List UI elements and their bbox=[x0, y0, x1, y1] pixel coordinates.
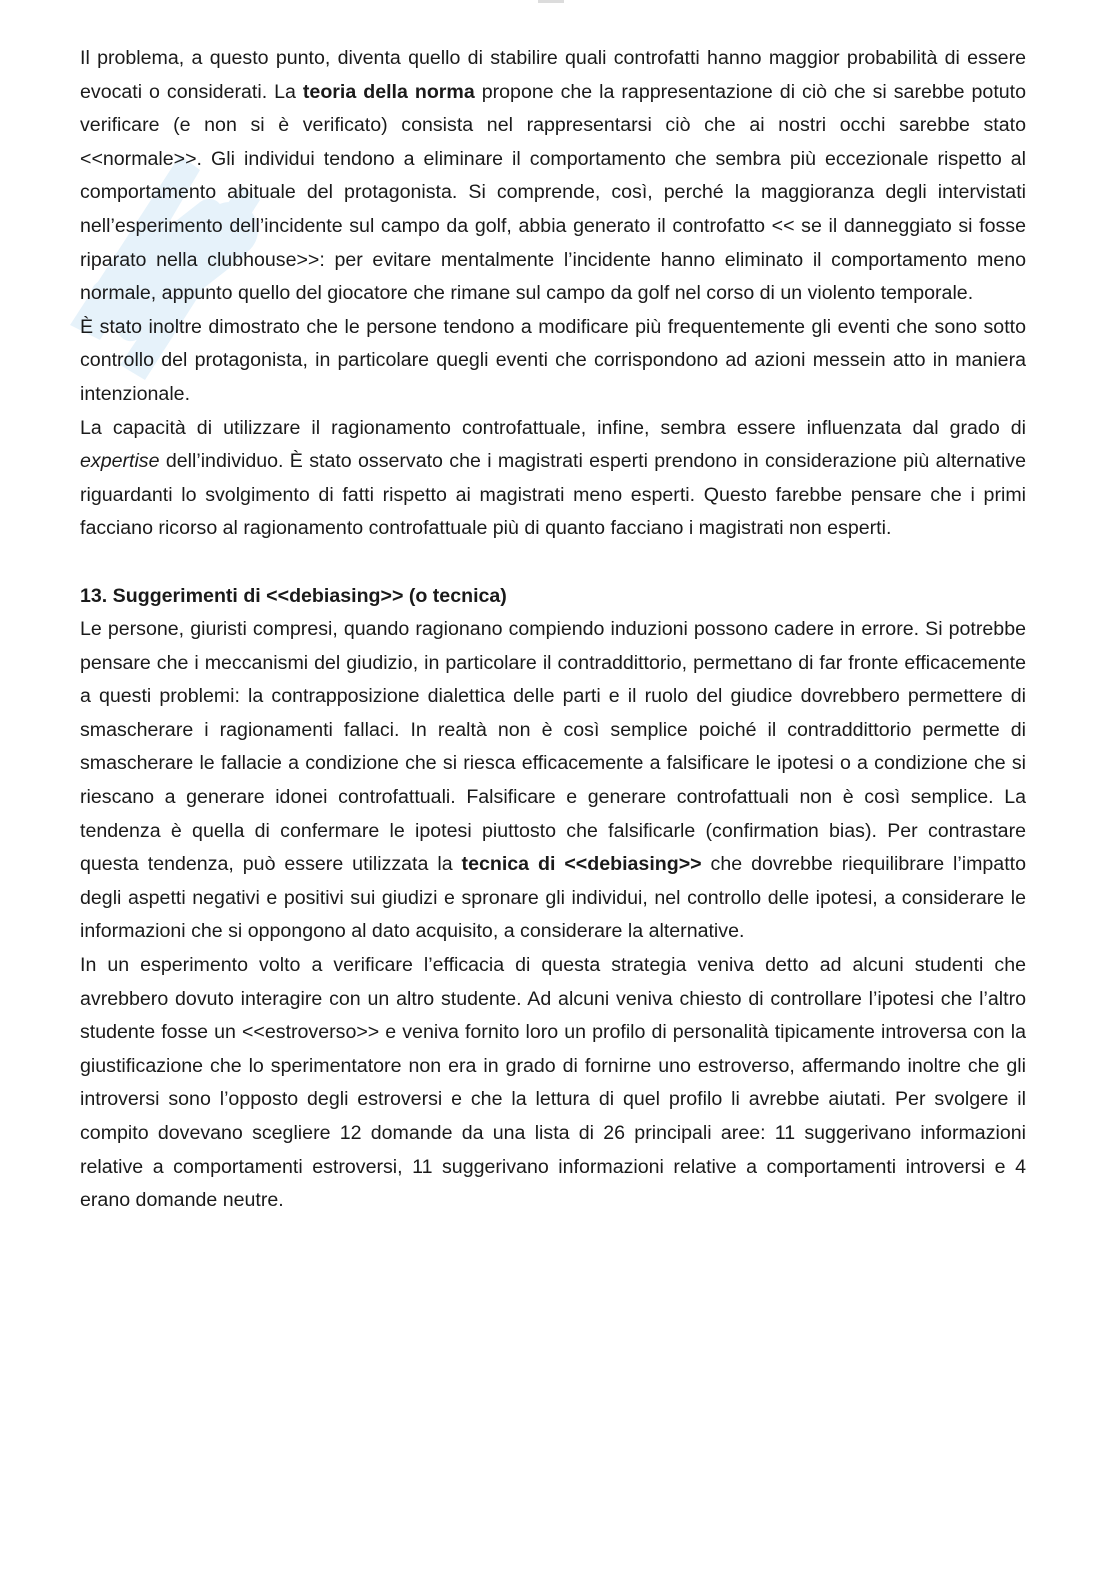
document-body bbox=[80, 42, 1026, 1218]
paragraph-norm-theory: Il problema, a questo punto, diventa quello di stabilire quali controfatti hanno maggior probabilità di essere evocati o considerati. La teoria della norma propone che la rappresentazione di ciò che si sarebbe potuto verificare (e non si è verificato) consista nel rappresentarsi ciò che ai nostri occhi sarebbe stato <<normale>>. Gli individui tendono a eliminare il comportamento che sembra più eccezionale rispetto al comportamento abituale del protagonista. Si comprende, così, perché la maggioranza degli intervistati nell’esperimento dell’incidente sul campo da golf, abbia generato il controfatto << se il danneggiato si fosse riparato nella clubhouse>>: per evitare mentalmente l’incidente hanno eliminato il comportamento meno normale, appunto quello del giocatore che rimane sul campo da golf nel corso di un violento temporale. bbox=[80, 47, 1027, 305]
section-heading-debiasing: 13. Suggerimenti di <<debiasing>> (o tecnica) bbox=[80, 584, 507, 607]
bold-term-norm-theory: teoria della norma bbox=[302, 80, 475, 103]
italic-term-expertise: expertise bbox=[80, 450, 160, 473]
paragraph-control-events: È stato inoltre dimostrato che le persone tendono a modificare più frequentemente gli eventi che sono sotto controllo del protagonista, in particolare quegli eventi che corrispondono ad azioni messein atto in maniera intenzionale. bbox=[80, 315, 1026, 405]
paragraph-debiasing-intro: Le persone, giuristi compresi, quando ragionano compiendo induzioni possono cadere in errore. Si potrebbe pensare che i meccanismi del giudizio, in particolare il contraddittorio, permettano di far fronte efficacemente a questi problemi: la contrapposizione dialettica delle parti e il ruolo del giudice dovrebbero permettere di smascherare i ragionamenti fallaci. In realtà non è così semplice poiché il contraddittorio permette di smascherare le fallacie a condizione che si riesca efficacemente a falsificare le ipotesi o a condizione che si riescano a generare idonei controfattuali. Falsificare e generare controfattuali non è così semplice. La tendenza è quella di confermare le ipotesi piuttosto che falsificarle (confirmation bias). Per contrastare questa tendenza, può essere utilizzata la tecnica di <<debiasing>> che dovrebbe riequilibrare l’impatto degli aspetti negativi e positivi sui giudizi e spronare gli individui, nel controllo delle ipotesi, a considerare le informazioni che si oppongono al dato acquisito, a considerare la alternative. bbox=[80, 618, 1026, 943]
paragraph-experiment: In un esperimento volto a verificare l’efficacia di questa strategia veniva detto ad alcuni studenti che avrebbero dovuto interagire con un altro studente. Ad alcuni veniva chiesto di controllare l’ipotesi che l’altro studente fosse un <<estroverso>> e veniva fornito loro un profilo di personalità tipicamente introversa con la giustificazione che lo sperimentatore non era in grado di fornirne uno estroverso, affermando inoltre che gli introversi sono l’opposto degli estroversi e che la lettura di quel profilo li avrebbe aiutati. Per svolgere il compito dovevano scegliere 12 domande da una lista di 26 principali aree: 11 suggerivano informazioni relative a comportamenti estroversi, 11 suggerivano informazioni relative a comportamenti introversi e 4 erano domande neutre. bbox=[80, 954, 1026, 1212]
bold-term-debiasing: tecnica di <<debiasing>> bbox=[461, 853, 702, 876]
top-page-mark bbox=[538, 0, 564, 3]
paragraph-expertise: La capacità di utilizzare il ragionamento controfattuale, infine, sembra essere influenzata dal grado di expertise dell’individuo. È stato osservato che i magistrati esperti prendono in considerazione più alternative riguardanti lo svolgimento di fatti rispetto ai magistrati meno esperti. Questo farebbe pensare che i primi facciano ricorso al ragionamento controfattuale più di quanto facciano i magistrati non esperti. bbox=[80, 416, 1026, 540]
